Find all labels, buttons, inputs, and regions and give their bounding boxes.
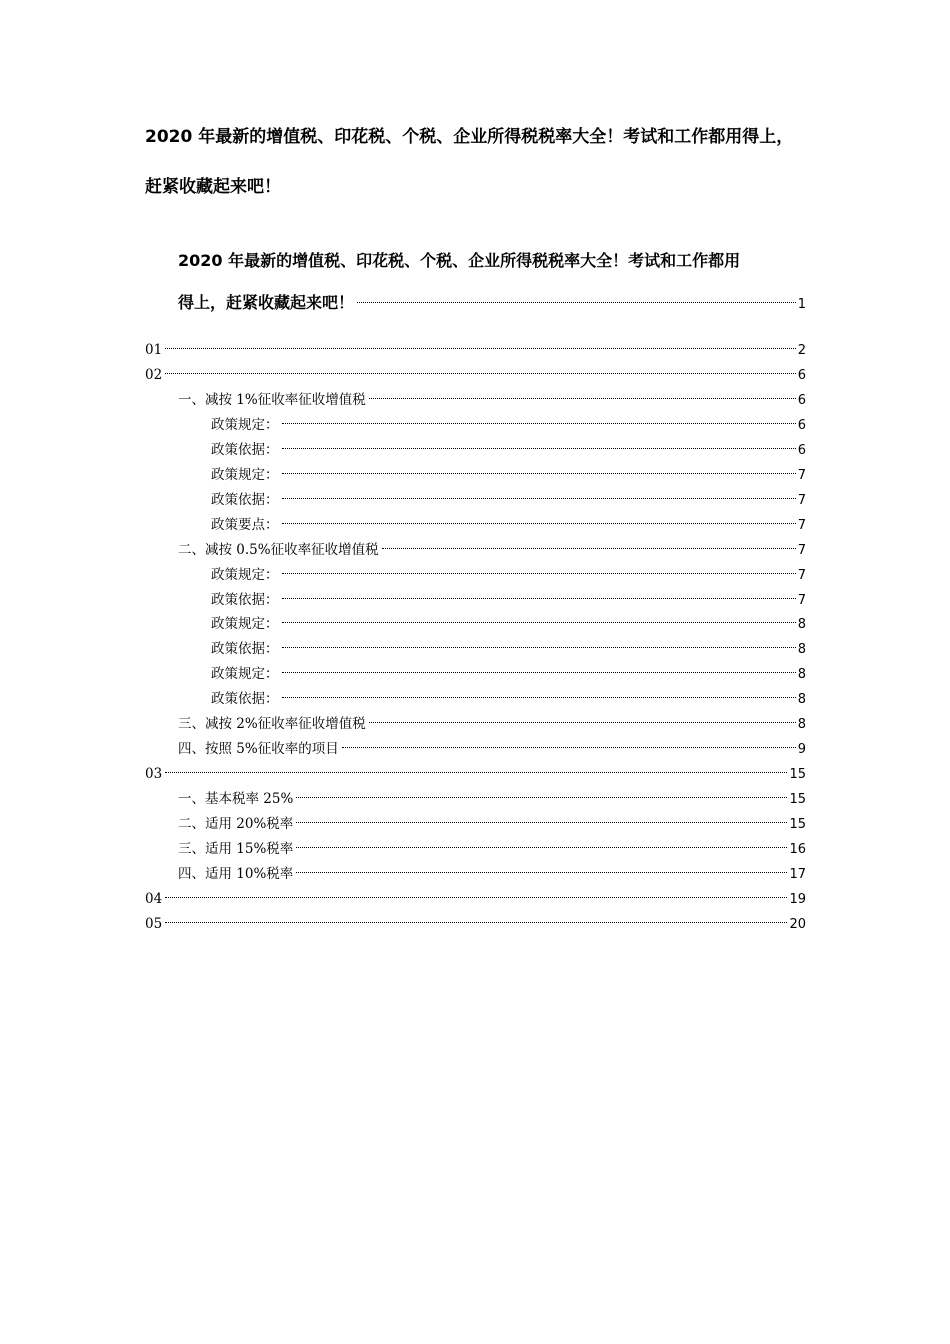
toc-entry[interactable]	[211, 664, 806, 684]
toc-entry[interactable]	[178, 814, 806, 834]
document-title: 2020 年最新的增值税、印花税、个税、企业所得税税率大全！考试和工作都用得上，赶紧收藏起来吧！	[145, 127, 794, 197]
toc-leader-dots	[282, 573, 796, 574]
toc-entry[interactable]	[211, 415, 806, 435]
toc-entry-label: 政策依据：	[211, 691, 279, 708]
toc-leader-dots	[296, 872, 787, 873]
toc-entry[interactable]	[178, 789, 806, 809]
toc-entry[interactable]	[145, 889, 806, 909]
toc-leader-dots	[282, 448, 796, 449]
toc-entry[interactable]	[211, 565, 806, 585]
toc-leader-dots	[342, 747, 796, 748]
toc-entry[interactable]	[211, 515, 806, 535]
toc-leader-dots	[165, 373, 796, 374]
toc-page-number: 19	[789, 891, 806, 907]
toc-entry[interactable]	[178, 864, 806, 884]
toc-leader-dots	[282, 473, 796, 474]
toc-page-number: 15	[789, 767, 806, 783]
toc-entry-label: 02	[145, 366, 163, 383]
toc-leader-dots	[165, 922, 787, 923]
toc-entry[interactable]	[211, 689, 806, 709]
toc-page-number: 1	[797, 297, 806, 312]
toc-page-number: 15	[789, 792, 806, 808]
toc-entry-label: 一、基本税率 25%	[178, 791, 294, 808]
toc-entry-label: 04	[145, 890, 163, 907]
toc-main-entry-line1: 2020 年最新的增值税、印花税、个税、企业所得税税率大全！考试和工作都用	[178, 251, 741, 270]
toc-leader-dots	[382, 548, 796, 549]
toc-entry[interactable]	[178, 839, 806, 859]
toc-entry[interactable]	[178, 714, 806, 734]
toc-entry-label: 03	[145, 766, 163, 783]
toc-page-number: 6	[797, 442, 806, 458]
toc-page-number: 8	[797, 717, 806, 733]
toc-page-number: 7	[797, 467, 806, 483]
toc-leader-dots	[165, 772, 787, 773]
toc-page-number: 7	[797, 517, 806, 533]
toc-leader-dots	[282, 647, 796, 648]
toc-leader-dots	[165, 348, 796, 349]
toc-page-number: 15	[789, 817, 806, 833]
toc-leader-dots	[369, 722, 796, 723]
toc-entry[interactable]	[211, 590, 806, 610]
toc-entry[interactable]	[178, 739, 806, 759]
toc-entry[interactable]	[211, 440, 806, 460]
toc-entry-label: 四、适用 10%税率	[178, 865, 294, 882]
toc-entry-label: 二、适用 20%税率	[178, 816, 294, 833]
toc-leader-dots	[296, 797, 787, 798]
toc-entry[interactable]	[145, 340, 806, 360]
toc-page-number: 7	[797, 542, 806, 558]
toc-entry[interactable]	[211, 490, 806, 510]
toc-entry[interactable]	[145, 914, 806, 934]
toc-entry-label: 政策规定：	[211, 566, 279, 583]
toc-leader-dots	[282, 598, 796, 599]
toc-leader-dots	[282, 523, 796, 524]
toc-page-number: 9	[797, 742, 806, 758]
toc-entry[interactable]	[211, 465, 806, 485]
toc-entry-label: 政策规定：	[211, 416, 279, 433]
toc-page-number: 20	[789, 916, 806, 932]
toc-entry-label: 三、减按 2%征收率征收增值税	[178, 716, 366, 733]
toc-leader-dots	[282, 672, 796, 673]
toc-entry-label: 二、减按 0.5%征收率征收增值税	[178, 541, 379, 558]
toc-leader-dots	[282, 498, 796, 499]
toc-entry-label: 政策依据：	[211, 641, 279, 658]
toc-page-number: 8	[797, 617, 806, 633]
toc-page-number: 7	[797, 492, 806, 508]
toc-entry-label: 政策规定：	[211, 466, 279, 483]
toc-page-number: 16	[789, 842, 806, 857]
toc-page-number: 6	[797, 392, 806, 408]
toc-leader-dots	[296, 847, 787, 848]
toc-entry-label: 政策依据：	[211, 441, 279, 458]
toc-leader-dots	[357, 302, 796, 303]
toc-entry[interactable]	[145, 764, 806, 784]
toc-page-number: 17	[789, 866, 806, 882]
toc-leader-dots	[296, 822, 787, 823]
toc-entry-label: 一、减按 1%征收率征收增值税	[178, 391, 366, 408]
toc-page-number: 6	[797, 417, 806, 433]
toc-leader-dots	[282, 622, 796, 623]
toc-page-number: 7	[797, 567, 806, 583]
toc-entry-label: 四、按照 5%征收率的项目	[178, 741, 339, 758]
toc-leader-dots	[165, 897, 787, 898]
toc-entry-label: 政策要点：	[211, 516, 279, 533]
toc-page-number: 8	[797, 692, 806, 708]
toc-entry-label: 政策依据：	[211, 591, 279, 608]
toc-entry[interactable]	[178, 390, 806, 410]
toc-entry-label: 政策规定：	[211, 616, 279, 633]
toc-main-entry-line2: 得上，赶紧收藏起来吧！	[178, 293, 355, 312]
toc-page-number: 2	[797, 343, 806, 358]
toc-entry[interactable]	[178, 540, 806, 560]
toc-entry-label: 政策依据：	[211, 491, 279, 508]
toc-entry-label: 05	[145, 915, 163, 932]
toc-entry[interactable]	[211, 639, 806, 659]
toc-entry[interactable]	[211, 614, 806, 634]
toc-leader-dots	[369, 398, 796, 399]
toc-main-entry[interactable]	[178, 240, 806, 326]
toc-leader-dots	[282, 697, 796, 698]
toc-entry-label: 01	[145, 342, 163, 358]
toc-page-number: 8	[797, 667, 806, 683]
toc-leader-dots	[282, 423, 796, 424]
toc-page-number: 8	[797, 642, 806, 658]
toc-entry[interactable]	[145, 365, 806, 385]
toc-entry-label: 政策规定：	[211, 666, 279, 683]
toc-page-number: 7	[797, 592, 806, 608]
toc-page-number: 6	[797, 367, 806, 383]
toc-entry-label: 三、适用 15%税率	[178, 841, 294, 857]
